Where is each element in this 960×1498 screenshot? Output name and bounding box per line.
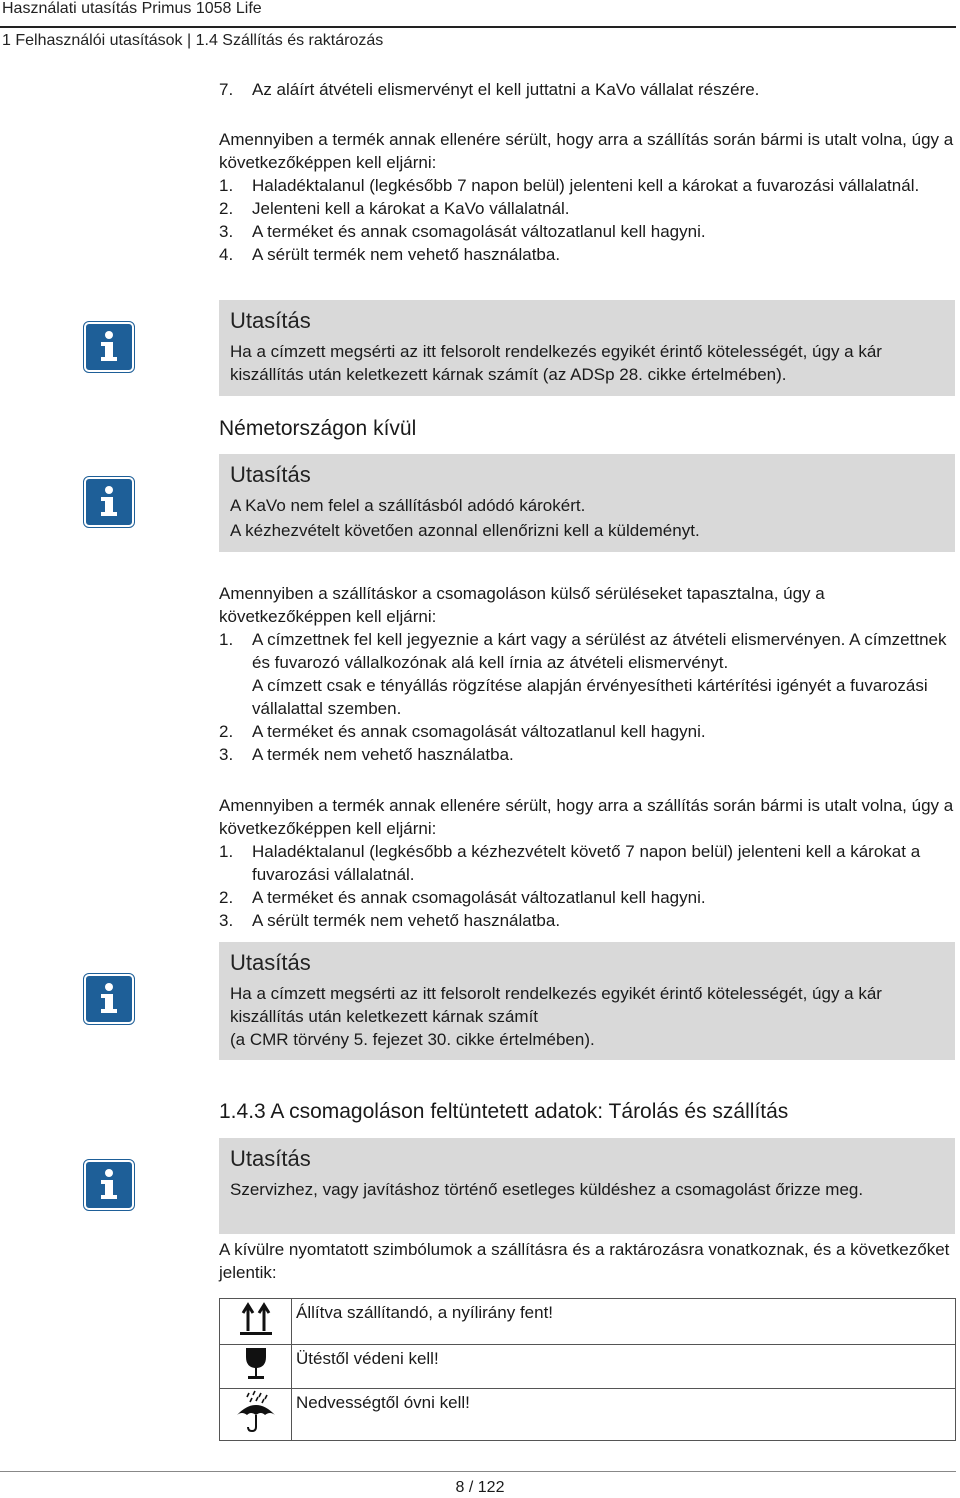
- note-title: Utasítás: [230, 1146, 311, 1171]
- this-way-up-icon: [236, 1299, 276, 1339]
- fragile-glass-icon: [236, 1345, 276, 1383]
- breadcrumb: 1 Felhasználói utasítások | 1.4 Szállítás és raktározás: [2, 32, 384, 49]
- step-7-block: [219, 78, 955, 101]
- numbered-list: [219, 840, 955, 932]
- note-text: A kézhezvételt követően azonnal ellenőrizni kell a küldeményt.: [230, 521, 700, 540]
- info-icon: [84, 1160, 134, 1210]
- table-cell-text: Állítva szállítandó, a nyílirány fent!: [292, 1299, 956, 1345]
- note-title: Utasítás: [230, 950, 311, 975]
- section-heading: Németországon kívül: [219, 417, 417, 440]
- numbered-list: [219, 174, 955, 266]
- info-icon: [84, 974, 134, 1024]
- note-box: [219, 300, 955, 396]
- note-box: [219, 942, 955, 1060]
- section-heading: 1.4.3 A csomagoláson feltüntetett adatok: Tárolás és szállítás: [219, 1100, 789, 1123]
- list-item: 2. A terméket és annak csomagolását változatlanul kell hagyni.: [219, 888, 706, 907]
- table-cell-text: Ütéstől védeni kell!: [292, 1345, 956, 1389]
- note-title: Utasítás: [230, 462, 311, 487]
- header-rule: [0, 26, 956, 28]
- note-text: (a CMR törvény 5. fejezet 30. cikke értelmében).: [230, 1030, 595, 1049]
- footer-rule: [0, 1471, 956, 1472]
- list-item: 3. A sérült termék nem vehető használatba.: [219, 911, 561, 930]
- table-row: [220, 1345, 956, 1389]
- numbered-list: [219, 628, 955, 766]
- list-item: 1. A címzettnek fel kell jegyeznie a kárt vagy a sérülést az átvételi elismervényen. A címzettnek és fuvarozó vállalkozónak alá kell írnia az átvételi elismervényt. A címzett csak e tényállás rögzítése alapján érvényesítheti kártérítési igényét a fuvarozási vállalattal szemben.: [219, 630, 947, 718]
- list-item: 3. A termék nem vehető használatba.: [219, 745, 514, 764]
- note-text: A KaVo nem felel a szállításból adódó károkért.: [230, 496, 586, 515]
- info-icon: [84, 322, 134, 372]
- table-row: [220, 1389, 956, 1441]
- damage-procedure-2: [219, 794, 955, 932]
- note-text: Szervizhez, vagy javításhoz történő esetleges küldéshez a csomagolást őrizze meg.: [230, 1180, 864, 1199]
- list-item: 7. Az aláírt átvételi elismervényt el kell juttatni a KaVo vállalat részére.: [219, 80, 760, 99]
- list-item: 3. A terméket és annak csomagolását változatlanul kell hagyni.: [219, 222, 706, 241]
- paragraph: Amennyiben a termék annak ellenére sérült, hogy arra a szállítás során bármi is utalt volna, úgy a következőképpen kell eljárni:: [219, 796, 954, 838]
- page-number: 8 / 122: [455, 1479, 505, 1496]
- list-item: 2. A terméket és annak csomagolását változatlanul kell hagyni.: [219, 722, 706, 741]
- table-cell-icon: [220, 1345, 292, 1389]
- list-item: 2. Jelenteni kell a károkat a KaVo vállalatnál.: [219, 199, 570, 218]
- table-row: [220, 1299, 956, 1345]
- list-item: 1. Haladéktalanul (legkésőbb 7 napon belül) jelenteni kell a károkat a fuvarozási vállalatnál.: [219, 176, 920, 195]
- paragraph: Amennyiben a termék annak ellenére sérült, hogy arra a szállítás során bármi is utalt volna, úgy a következőképpen kell eljárni:: [219, 130, 954, 172]
- damage-procedure-1: [219, 128, 955, 266]
- info-icon: [84, 477, 134, 527]
- note-box: [219, 1138, 955, 1234]
- list-item: 1. Haladéktalanul (legkésőbb a kézhezvételt követő 7 napon belül) jelenteni kell a károkat a fuvarozási vállalatnál.: [219, 842, 921, 884]
- note-text: Ha a címzett megsérti az itt felsorolt rendelkezés egyikét érintő kötelességét, úgy a kár kiszállítás után keletkezett kárnak számít: [230, 984, 882, 1026]
- note-box: [219, 454, 955, 552]
- keep-dry-umbrella-icon: [234, 1389, 278, 1435]
- note-text: Ha a címzett megsérti az itt felsorolt rendelkezés egyikét érintő kötelességét, úgy a kár kiszállítás után keletkezett kárnak számít (az ADSp 28. cikke értelmében).: [230, 342, 882, 384]
- symbols-table: [219, 1298, 956, 1441]
- external-damage-procedure: [219, 582, 955, 766]
- table-cell-icon: [220, 1389, 292, 1441]
- symbols-intro: [219, 1238, 955, 1284]
- table-cell-text: Nedvességtől óvni kell!: [292, 1389, 956, 1441]
- document-title: Használati utasítás Primus 1058 Life: [2, 0, 262, 17]
- note-title: Utasítás: [230, 308, 311, 333]
- table-cell-icon: [220, 1299, 292, 1345]
- paragraph: A kívülre nyomtatott szimbólumok a szállításra és a raktározásra vonatkoznak, és a következőket jelentik:: [219, 1240, 950, 1282]
- list-item: 4. A sérült termék nem vehető használatba.: [219, 245, 561, 264]
- paragraph: Amennyiben a szállításkor a csomagoláson külső sérüléseket tapasztalna, úgy a következőképpen kell eljárni:: [219, 584, 825, 626]
